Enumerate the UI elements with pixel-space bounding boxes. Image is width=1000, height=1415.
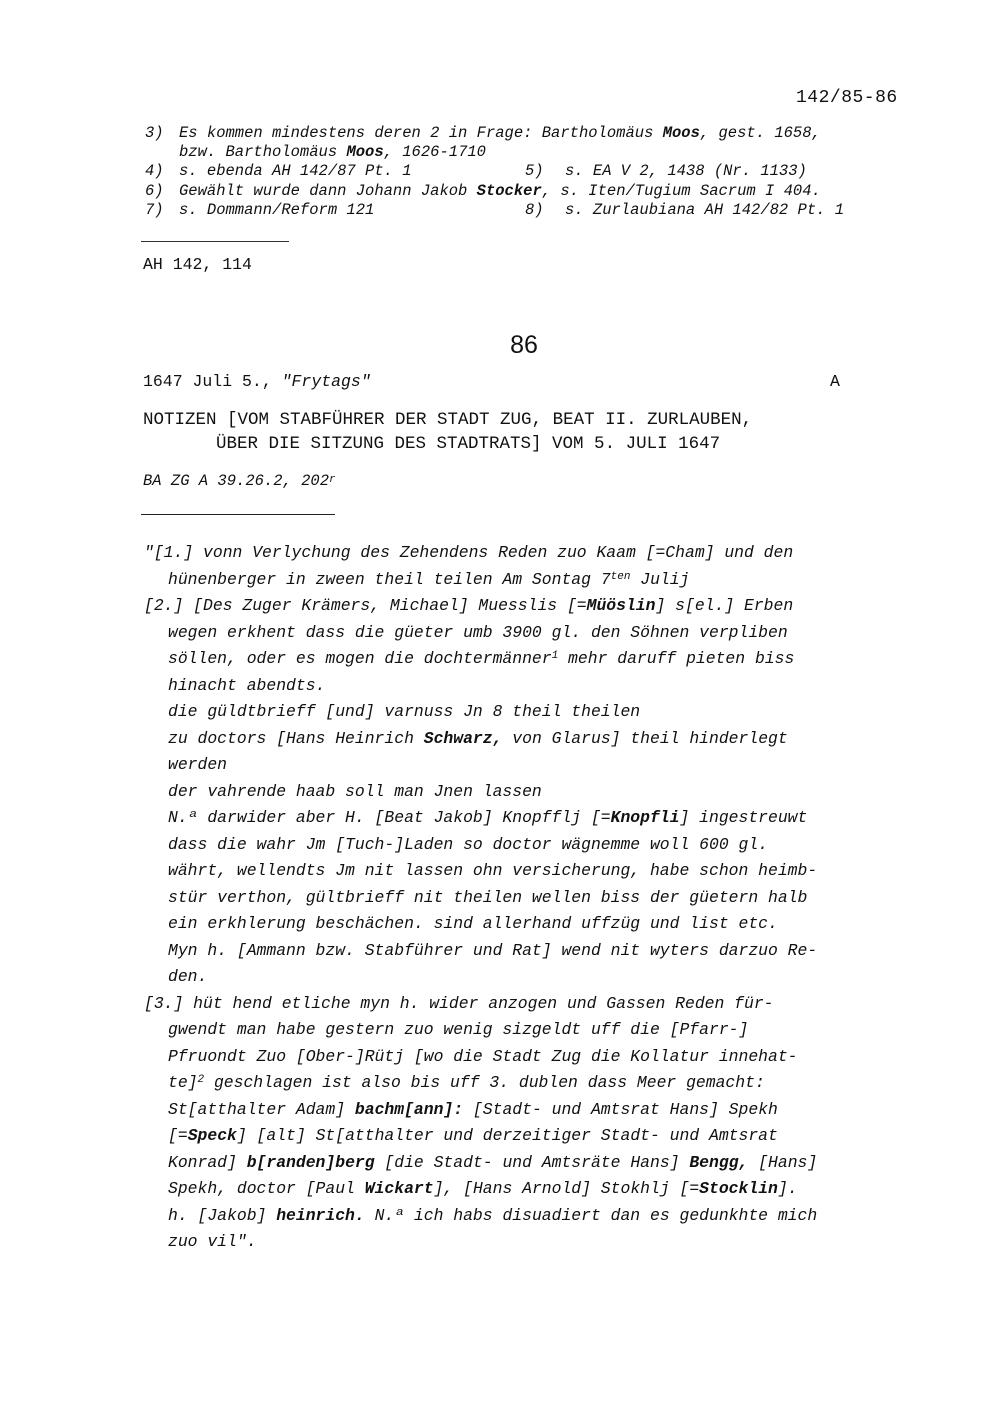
text-segment: "[1.] vonn Verlychung des Zehendens Reden zuo Kaam [=Cham] und den: [144, 543, 794, 562]
text-segment: bzw. Bartholomäus: [179, 143, 347, 162]
bold-name: Wickart: [364, 1179, 434, 1198]
text-segment: ], [Hans Arnold] Stokhlj [=: [433, 1179, 700, 1198]
transcript-line: [144, 964, 914, 991]
transcript-line: [144, 567, 914, 594]
transcript-line: [144, 1017, 914, 1044]
footnote-number: 7): [145, 200, 164, 219]
text-segment: , 1626-1710: [383, 143, 486, 162]
transcript-line: [144, 1097, 914, 1124]
transcript-line: [144, 1203, 914, 1230]
text-segment: h. [Jakob]: [168, 1205, 277, 1225]
footnote-text: [179, 182, 821, 200]
text-segment: N.ª ich habs disuadiert dan es gedunkhte mich: [364, 1205, 818, 1225]
transcript-line: [144, 726, 914, 753]
transcript-line: [144, 1176, 914, 1203]
text-segment: zu doctors [Hans Heinrich: [168, 728, 424, 748]
text-segment: ein erkhlerung beschächen. sind allerhand uffzüg und list etc.: [168, 914, 778, 933]
transcript-line: [144, 540, 914, 567]
transcript-line: [144, 805, 914, 832]
text-segment: , gest. 1658,: [699, 124, 821, 142]
source-reference: [143, 472, 336, 490]
transcript-line: [144, 673, 914, 700]
text-segment: [3.] hüt hend etliche myn h. wider anzogen und Gassen Reden für-: [144, 993, 774, 1013]
date-weekday: "Frytags": [281, 372, 371, 391]
text-segment: ] [alt] St[atthalter und derzeitiger Stadt- und Amtsrat: [236, 1126, 778, 1145]
transcript-line: [144, 938, 914, 965]
text-segment: den.: [168, 967, 208, 986]
text-segment: zuo vil".: [168, 1232, 257, 1251]
footnotes: [145, 124, 845, 220]
document-type: A: [830, 372, 840, 391]
title-line-1: NOTIZEN [VOM STABFÜHRER DER STADT ZUG, BEAT II. ZURLAUBEN,: [143, 410, 753, 430]
footnote-source: AH 142, 114: [143, 255, 252, 274]
footnote-marker: 1: [551, 650, 559, 662]
text-segment: söllen, oder es mogen die dochtermänner: [168, 649, 552, 668]
text-segment: gwendt man habe gestern zuo wenig sizgeldt uff die [Pfarr-]: [168, 1020, 749, 1039]
text-segment: währt, wellendts Jm nit lassen ohn versicherung, habe schon heimb-: [168, 861, 818, 880]
transcript-line: [144, 779, 914, 806]
footnote-text: [179, 201, 374, 219]
text-segment: St[atthalter Adam]: [168, 1099, 355, 1119]
footnote-text: [565, 201, 844, 219]
body-divider: [141, 514, 335, 515]
bold-name: b[randen]berg: [246, 1152, 375, 1172]
transcript-line: [144, 1123, 914, 1150]
transcript-line: [144, 858, 914, 885]
source-reference-text: BA ZG A 39.26.2, 202: [143, 472, 330, 490]
text-segment: die güldtbrieff [und] varnuss Jn 8 theil theilen: [168, 702, 641, 721]
transcript-line: [144, 1150, 914, 1177]
text-segment: ].: [777, 1179, 798, 1198]
text-segment: von Glarus] theil hinderlegt: [502, 728, 788, 748]
text-segment: , s. Iten/Tugium Sacrum I 404.: [541, 181, 821, 200]
transcript: [144, 540, 914, 1256]
footnote-text: [179, 124, 821, 142]
footnote-marker: ten: [610, 570, 631, 583]
bold-name: Knopfli: [610, 808, 680, 827]
page-number: 142/85-86: [796, 88, 898, 108]
footnote-number: 6): [145, 181, 164, 200]
text-segment: ] ingestreuwt: [679, 808, 808, 827]
footnote-text: [565, 162, 807, 180]
footnote-line: [145, 143, 821, 162]
transcript-line: [144, 752, 914, 779]
bold-name: Moos: [346, 143, 384, 162]
document-date: [143, 372, 371, 391]
text-segment: Gewählt wurde dann Johann Jakob: [179, 181, 477, 200]
title-line-2: ÜBER DIE SITZUNG DES STADTRATS] VOM 5. JULI 1647: [216, 434, 721, 454]
text-segment: [Hans]: [748, 1152, 818, 1172]
footnote-number: 8): [525, 200, 544, 219]
text-segment: der vahrende haab soll man Jnen lassen: [168, 781, 542, 801]
document-number: 86: [510, 331, 538, 359]
footnote-number: 3): [145, 124, 164, 142]
bold-name: Moos: [662, 124, 700, 142]
footnote-line: [145, 200, 845, 220]
transcript-line: [144, 620, 914, 647]
bold-name: Stocklin: [699, 1179, 778, 1198]
footnote-marker: 2: [197, 1074, 205, 1086]
transcript-line: [144, 699, 914, 726]
text-segment: wegen erkhent dass die güeter umb 3900 gl. den Söhnen verpliben: [168, 622, 788, 642]
transcript-line: [144, 1229, 914, 1256]
text-segment: N.ª darwider aber H. [Beat Jakob] Knopfflj [=: [168, 808, 611, 827]
transcript-line: [144, 911, 914, 938]
footnote-second-column: [525, 162, 807, 181]
text-segment: geschlagen ist also bis uff 3. dublen dass Meer gemacht:: [204, 1073, 765, 1092]
transcript-line: [144, 885, 914, 912]
bold-name: Bengg,: [689, 1152, 749, 1172]
text-segment: s. EA V 2, 1438 (Nr. 1133): [565, 162, 807, 181]
text-segment: werden: [168, 755, 228, 774]
footnote-line: [145, 182, 821, 201]
text-segment: s. Zurlaubiana AH 142/82 Pt. 1: [565, 200, 845, 219]
footnote-number: 4): [145, 162, 164, 181]
text-segment: [Stadt- und Amtsrat Hans] Spekh: [463, 1099, 778, 1119]
transcript-line: [144, 646, 914, 673]
document-title: [143, 408, 752, 456]
text-segment: ] s[el.] Erben: [655, 596, 794, 615]
bold-name: Müöslin: [586, 596, 656, 615]
text-segment: [=: [168, 1126, 188, 1145]
text-segment: dass die wahr Jm [Tuch-]Laden so doctor wägnemme woll 600 gl.: [168, 834, 768, 854]
text-segment: s. Dommann/Reform 121: [179, 200, 375, 219]
footnote-second-column: [525, 201, 844, 220]
text-segment: mehr daruff pieten biss: [558, 649, 795, 668]
bold-name: heinrich.: [276, 1205, 365, 1225]
text-segment: Pfruondt Zuo [Ober-]Rütj [wo die Stadt Zug die Kollatur innehat-: [168, 1046, 798, 1066]
text-segment: hünenberger in zween theil teilen Am Sontag 7: [168, 569, 611, 589]
footnote-line: [145, 162, 821, 181]
bold-name: Schwarz,: [423, 728, 503, 748]
transcript-line: [144, 991, 914, 1018]
transcript-line: [144, 1044, 914, 1071]
text-segment: Julij: [630, 569, 690, 589]
text-segment: Es kommen mindestens deren 2 in Frage: Bartholomäus: [179, 124, 663, 142]
transcript-line: [144, 832, 914, 859]
text-segment: Konrad]: [168, 1152, 247, 1172]
text-segment: hinacht abendts.: [168, 675, 326, 695]
text-segment: Spekh, doctor [Paul: [168, 1179, 365, 1198]
text-segment: stür verthon, gültbrieff nit theilen wellen biss der güetern halb: [168, 887, 808, 907]
text-segment: s. ebenda AH 142/87 Pt. 1: [179, 162, 412, 181]
bold-name: bachm[ann]:: [354, 1099, 464, 1119]
transcript-line: [144, 593, 914, 620]
transcript-line: [144, 1070, 914, 1097]
footnote-divider: [141, 241, 289, 242]
footnote-line: [145, 124, 821, 143]
text-segment: Myn h. [Ammann bzw. Stabführer und Rat] wend nit wyters darzuo Re-: [168, 940, 818, 960]
source-reference-sup: r: [329, 474, 336, 486]
bold-name: Stocker: [476, 181, 542, 200]
footnote-number: 5): [525, 162, 544, 181]
date-text: 1647 Juli 5.,: [143, 372, 282, 391]
footnote-text: [179, 162, 412, 180]
text-segment: [2.] [Des Zuger Krämers, Michael] Muesslis [=: [144, 596, 587, 615]
text-segment: [die Stadt- und Amtsräte Hans]: [374, 1152, 690, 1172]
bold-name: Speck: [187, 1126, 237, 1145]
footnote-text: [179, 143, 486, 161]
text-segment: te]: [168, 1073, 198, 1092]
